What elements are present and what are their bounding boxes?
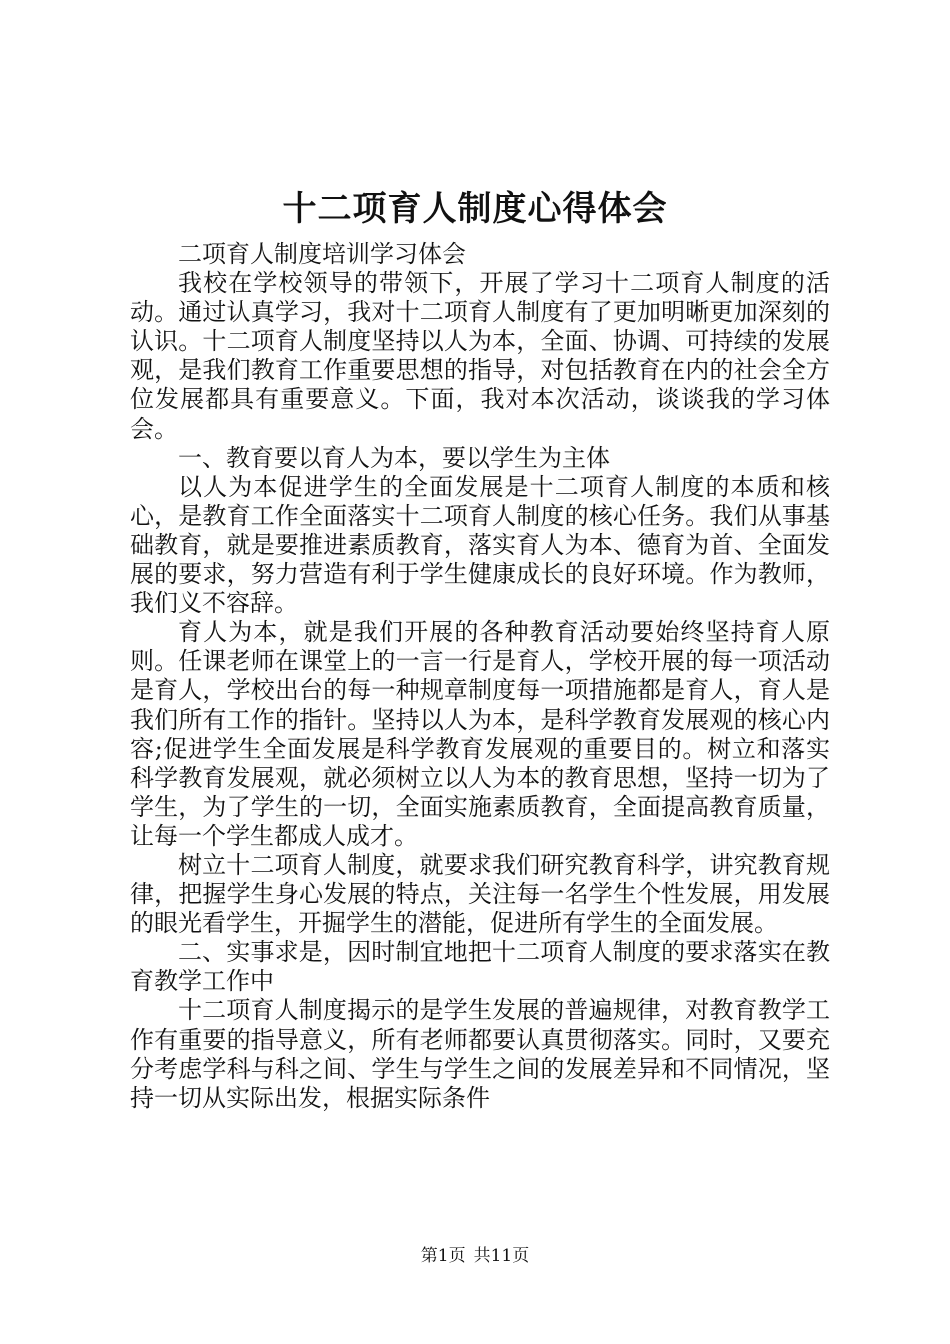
- page-number: 第1页: [420, 1246, 466, 1266]
- document-title: 十二项育人制度心得体会: [282, 189, 668, 229]
- page-footer: [0, 1244, 950, 1268]
- body-paragraph: 育人为本，就是我们开展的各种教育活动要始终坚持育人原则。任课老师在课堂上的一言一行是育人，学校开展的每一项活动是育人，学校出台的每一种规章制度每一项措施都是育人，育人是我们所有工作的指针。坚持以人为本，是科学教育发展观的核心内容;促进学生全面发展是科学教育发展观的重要目的。树立和落实科学教育发展观，就必须树立以人为本的教育思想，坚持一切为了学生，为了学生的一切，全面实施素质教育，全面提高教育质量，让每一个学生都成人成才。: [130, 618, 830, 850]
- section-heading: 一、教育要以育人为本，要以学生为主体: [178, 443, 610, 472]
- body-paragraph: 树立十二项育人制度，就要求我们研究教育科学，讲究教育规律，把握学生身心发展的特点，关注每一名学生个性发展，用发展的眼光看学生，开掘学生的潜能，促进所有学生的全面发展。: [130, 850, 830, 938]
- document-body: [130, 240, 830, 1113]
- body-paragraph: 以人为本促进学生的全面发展是十二项育人制度的本质和核心，是教育工作全面落实十二项育人制度的核心任务。我们从事基础教育，就是要推进素质教育，落实育人为本、德育为首、全面发展的要求，努力营造有利于学生健康成长的良好环境。作为教师，我们义不容辞。: [130, 472, 830, 618]
- body-paragraph: 我校在学校领导的带领下，开展了学习十二项育人制度的活动。通过认真学习，我对十二项育人制度有了更加明晰更加深刻的认识。十二项育人制度坚持以人为本，全面、协调、可持续的发展观，是我们教育工作重要思想的指导，对包括教育在内的社会全方位发展都具有重要意义。下面，我对本次活动，谈谈我的学习体会。: [130, 269, 830, 443]
- section-heading: 二、实事求是，因时制宜地把十二项育人制度的要求落实在教育教学工作中: [130, 938, 830, 996]
- page-total: 共11页: [473, 1246, 530, 1266]
- body-paragraph: 十二项育人制度揭示的是学生发展的普遍规律，对教育教学工作有重要的指导意义，所有老师都要认真贯彻落实。同时，又要充分考虑学科与科之间、学生与学生之间的发展差异和不同情况，坚持一切从实际出发，根据实际条件: [130, 996, 830, 1112]
- subtitle-paragraph: 二项育人制度培训学习体会: [178, 240, 466, 268]
